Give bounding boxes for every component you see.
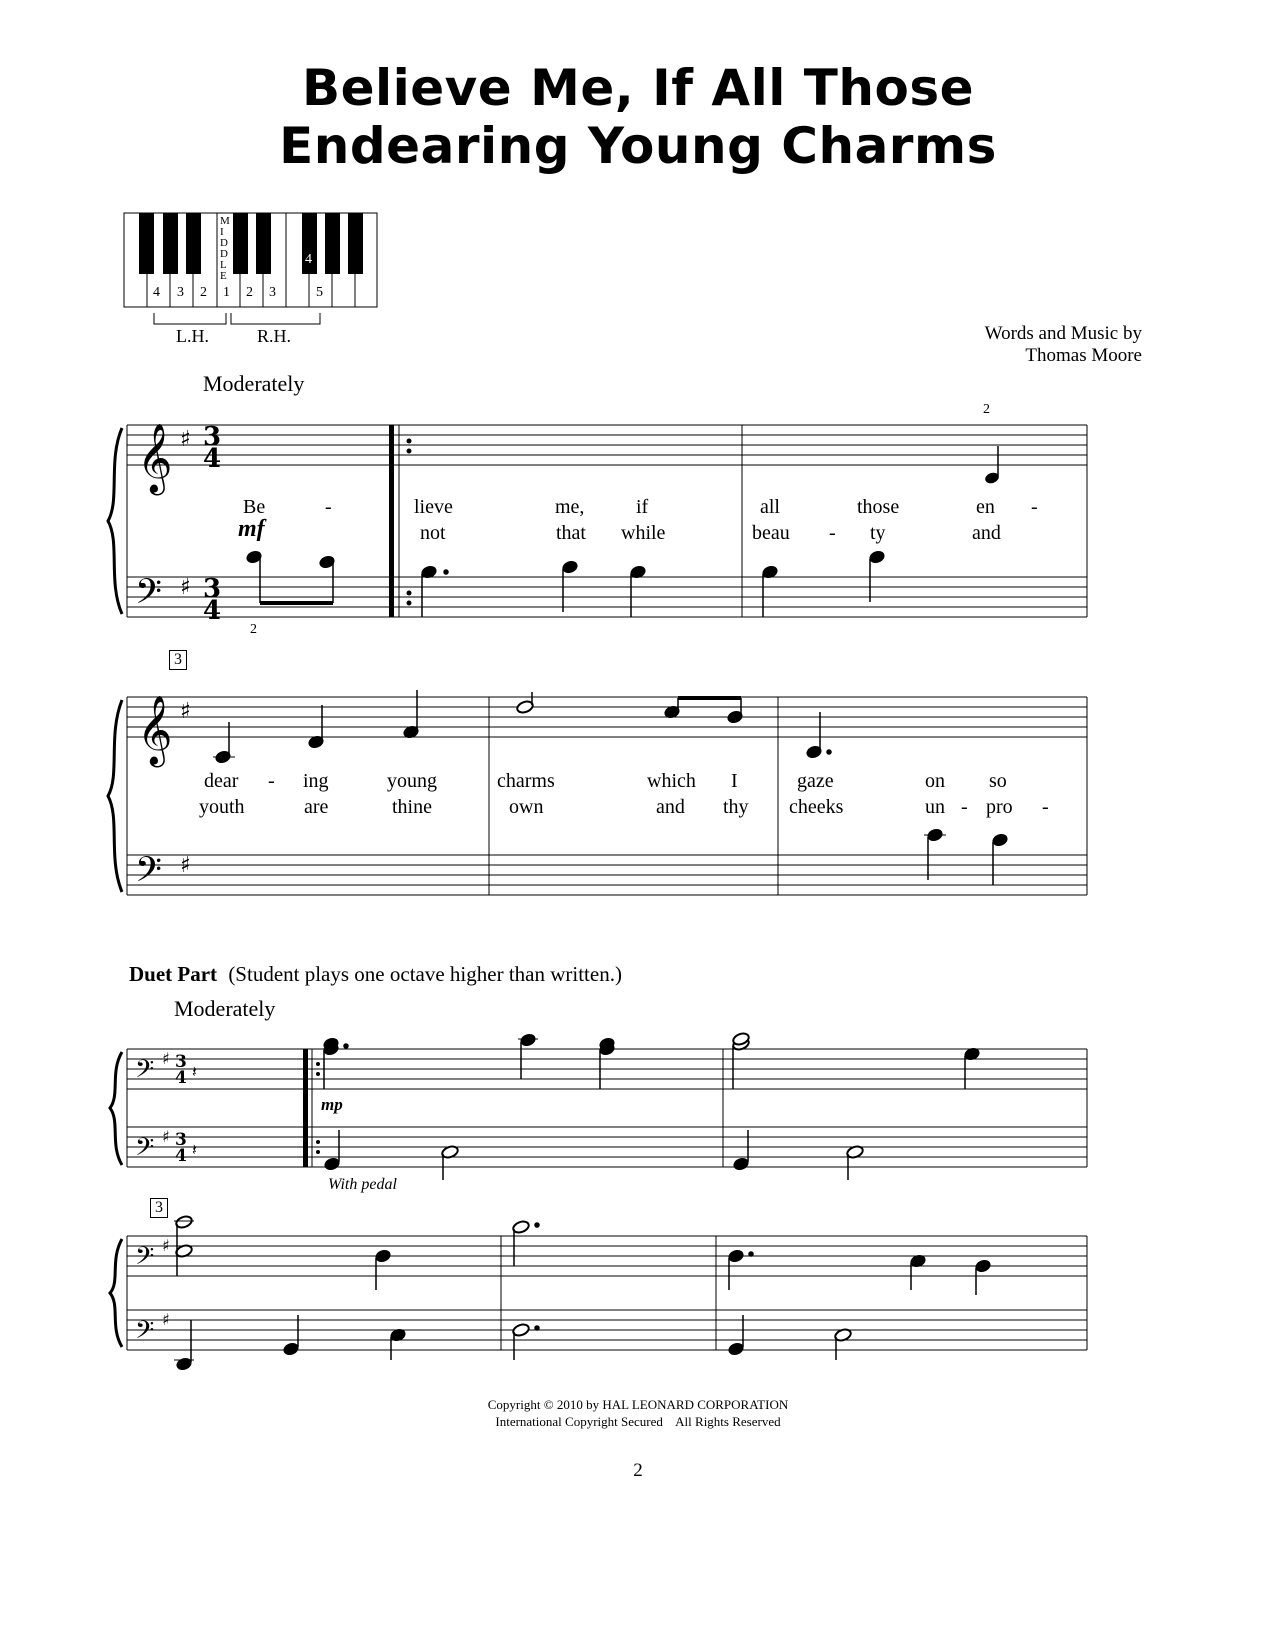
svg-text:𝄢: 𝄢 bbox=[135, 1242, 155, 1277]
lyric: gaze bbox=[797, 770, 834, 792]
svg-text:𝄞: 𝄞 bbox=[137, 695, 173, 765]
lyric: I bbox=[731, 770, 738, 792]
finger-label: 3 bbox=[269, 285, 276, 300]
finger-label: 2 bbox=[246, 285, 253, 300]
duet-tempo: Moderately bbox=[174, 996, 276, 1021]
lyric: Be bbox=[243, 496, 266, 518]
lyric: - bbox=[961, 796, 968, 818]
lyric: not bbox=[420, 522, 446, 544]
svg-text:3: 3 bbox=[203, 574, 222, 604]
lyric: thine bbox=[392, 796, 432, 818]
lyric: if bbox=[636, 496, 649, 518]
svg-text:𝄽: 𝄽 bbox=[192, 1140, 197, 1159]
fingering-top: 2 bbox=[983, 402, 990, 417]
lyric: me, bbox=[555, 496, 585, 518]
lyric: beau bbox=[752, 522, 790, 544]
svg-text:3: 3 bbox=[175, 1052, 187, 1072]
finger-label: 5 bbox=[316, 285, 323, 300]
finger-label: 4 bbox=[153, 285, 160, 300]
duet-heading bbox=[129, 962, 622, 987]
svg-text:♯: ♯ bbox=[162, 1127, 170, 1146]
lyric: ing bbox=[303, 770, 329, 792]
lyric: lieve bbox=[414, 496, 453, 518]
lyric: dear bbox=[204, 770, 239, 792]
svg-text:♯: ♯ bbox=[162, 1236, 170, 1255]
left-hand-label: L.H. bbox=[176, 326, 209, 346]
song-title-line-2: Endearing Young Charms bbox=[279, 117, 997, 175]
system-1 bbox=[127, 425, 1087, 617]
lyric: - bbox=[1031, 496, 1038, 518]
lyric: - bbox=[325, 496, 332, 518]
svg-text:4: 4 bbox=[203, 444, 222, 474]
dynamic-mf: mf bbox=[238, 516, 265, 542]
lyric: en bbox=[976, 496, 995, 518]
tempo-marking: Moderately bbox=[203, 371, 305, 396]
lyric: pro bbox=[986, 796, 1013, 818]
finger-label: 2 bbox=[200, 285, 207, 300]
lyric: while bbox=[621, 522, 666, 544]
duet-measure-number: 3 bbox=[150, 1198, 168, 1218]
middle-c-label: MIDDLE bbox=[220, 215, 230, 282]
measure-number: 3 bbox=[169, 650, 187, 670]
lyric: young bbox=[387, 770, 437, 792]
svg-text:♯: ♯ bbox=[180, 427, 191, 452]
finger-label: 1 bbox=[223, 285, 230, 300]
svg-text:3: 3 bbox=[203, 422, 222, 452]
pedal-marking: With pedal bbox=[328, 1176, 397, 1193]
svg-text:𝄢: 𝄢 bbox=[135, 1316, 155, 1351]
svg-text:𝄢: 𝄢 bbox=[135, 1133, 155, 1168]
lyric: - bbox=[829, 522, 836, 544]
lyric: - bbox=[1042, 796, 1049, 818]
credit-line-2: Thomas Moore bbox=[1025, 345, 1142, 366]
lyric: and bbox=[972, 522, 1001, 544]
svg-text:4: 4 bbox=[203, 596, 222, 626]
svg-text:𝄢: 𝄢 bbox=[135, 1055, 155, 1090]
svg-text:𝄽: 𝄽 bbox=[192, 1062, 197, 1081]
dynamic-mp: mp bbox=[321, 1095, 343, 1114]
lyric: thy bbox=[723, 796, 749, 818]
svg-text:♯: ♯ bbox=[162, 1049, 170, 1068]
fingering-bottom: 2 bbox=[250, 622, 257, 637]
lyric: that bbox=[556, 522, 586, 544]
page-number: 2 bbox=[633, 1460, 643, 1481]
finger-label: 3 bbox=[177, 285, 184, 300]
lyric: cheeks bbox=[789, 796, 844, 818]
duet-title: Duet Part bbox=[129, 962, 218, 986]
lyric: ty bbox=[870, 522, 886, 544]
lyric: - bbox=[268, 770, 275, 792]
svg-text:♯: ♯ bbox=[180, 699, 191, 724]
credit-line-1: Words and Music by bbox=[984, 323, 1142, 344]
right-hand-label: R.H. bbox=[257, 326, 292, 346]
svg-text:3: 3 bbox=[175, 1130, 187, 1150]
lyric: and bbox=[656, 796, 685, 818]
svg-text:𝄞: 𝄞 bbox=[137, 423, 173, 493]
svg-text:♯: ♯ bbox=[180, 575, 191, 600]
lyric: are bbox=[304, 796, 329, 818]
svg-text:4: 4 bbox=[175, 1068, 187, 1088]
lyric: which bbox=[647, 770, 696, 792]
copyright bbox=[0, 1396, 1276, 1430]
svg-text:𝄢: 𝄢 bbox=[135, 571, 163, 620]
svg-text:𝄢: 𝄢 bbox=[135, 849, 163, 898]
lyric: charms bbox=[497, 770, 555, 792]
copyright-line-1: Copyright © 2010 by HAL LEONARD CORPORATION bbox=[487, 1397, 789, 1412]
lyric: youth bbox=[199, 796, 245, 818]
lyric: un bbox=[925, 796, 945, 818]
lyric: those bbox=[857, 496, 900, 518]
finger-label: 4 bbox=[305, 252, 312, 267]
lyric: all bbox=[760, 496, 780, 518]
lyric: so bbox=[989, 770, 1007, 792]
copyright-line-2: International Copyright Secured All Rights Reserved bbox=[495, 1414, 781, 1429]
lyric: own bbox=[509, 796, 544, 818]
svg-text:♯: ♯ bbox=[180, 853, 191, 878]
svg-text:4: 4 bbox=[175, 1146, 187, 1166]
song-title-line-1: Believe Me, If All Those bbox=[301, 59, 975, 117]
svg-text:♯: ♯ bbox=[162, 1310, 170, 1329]
lyric: on bbox=[925, 770, 945, 792]
duet-instruction: (Student plays one octave higher than written.) bbox=[228, 962, 622, 986]
